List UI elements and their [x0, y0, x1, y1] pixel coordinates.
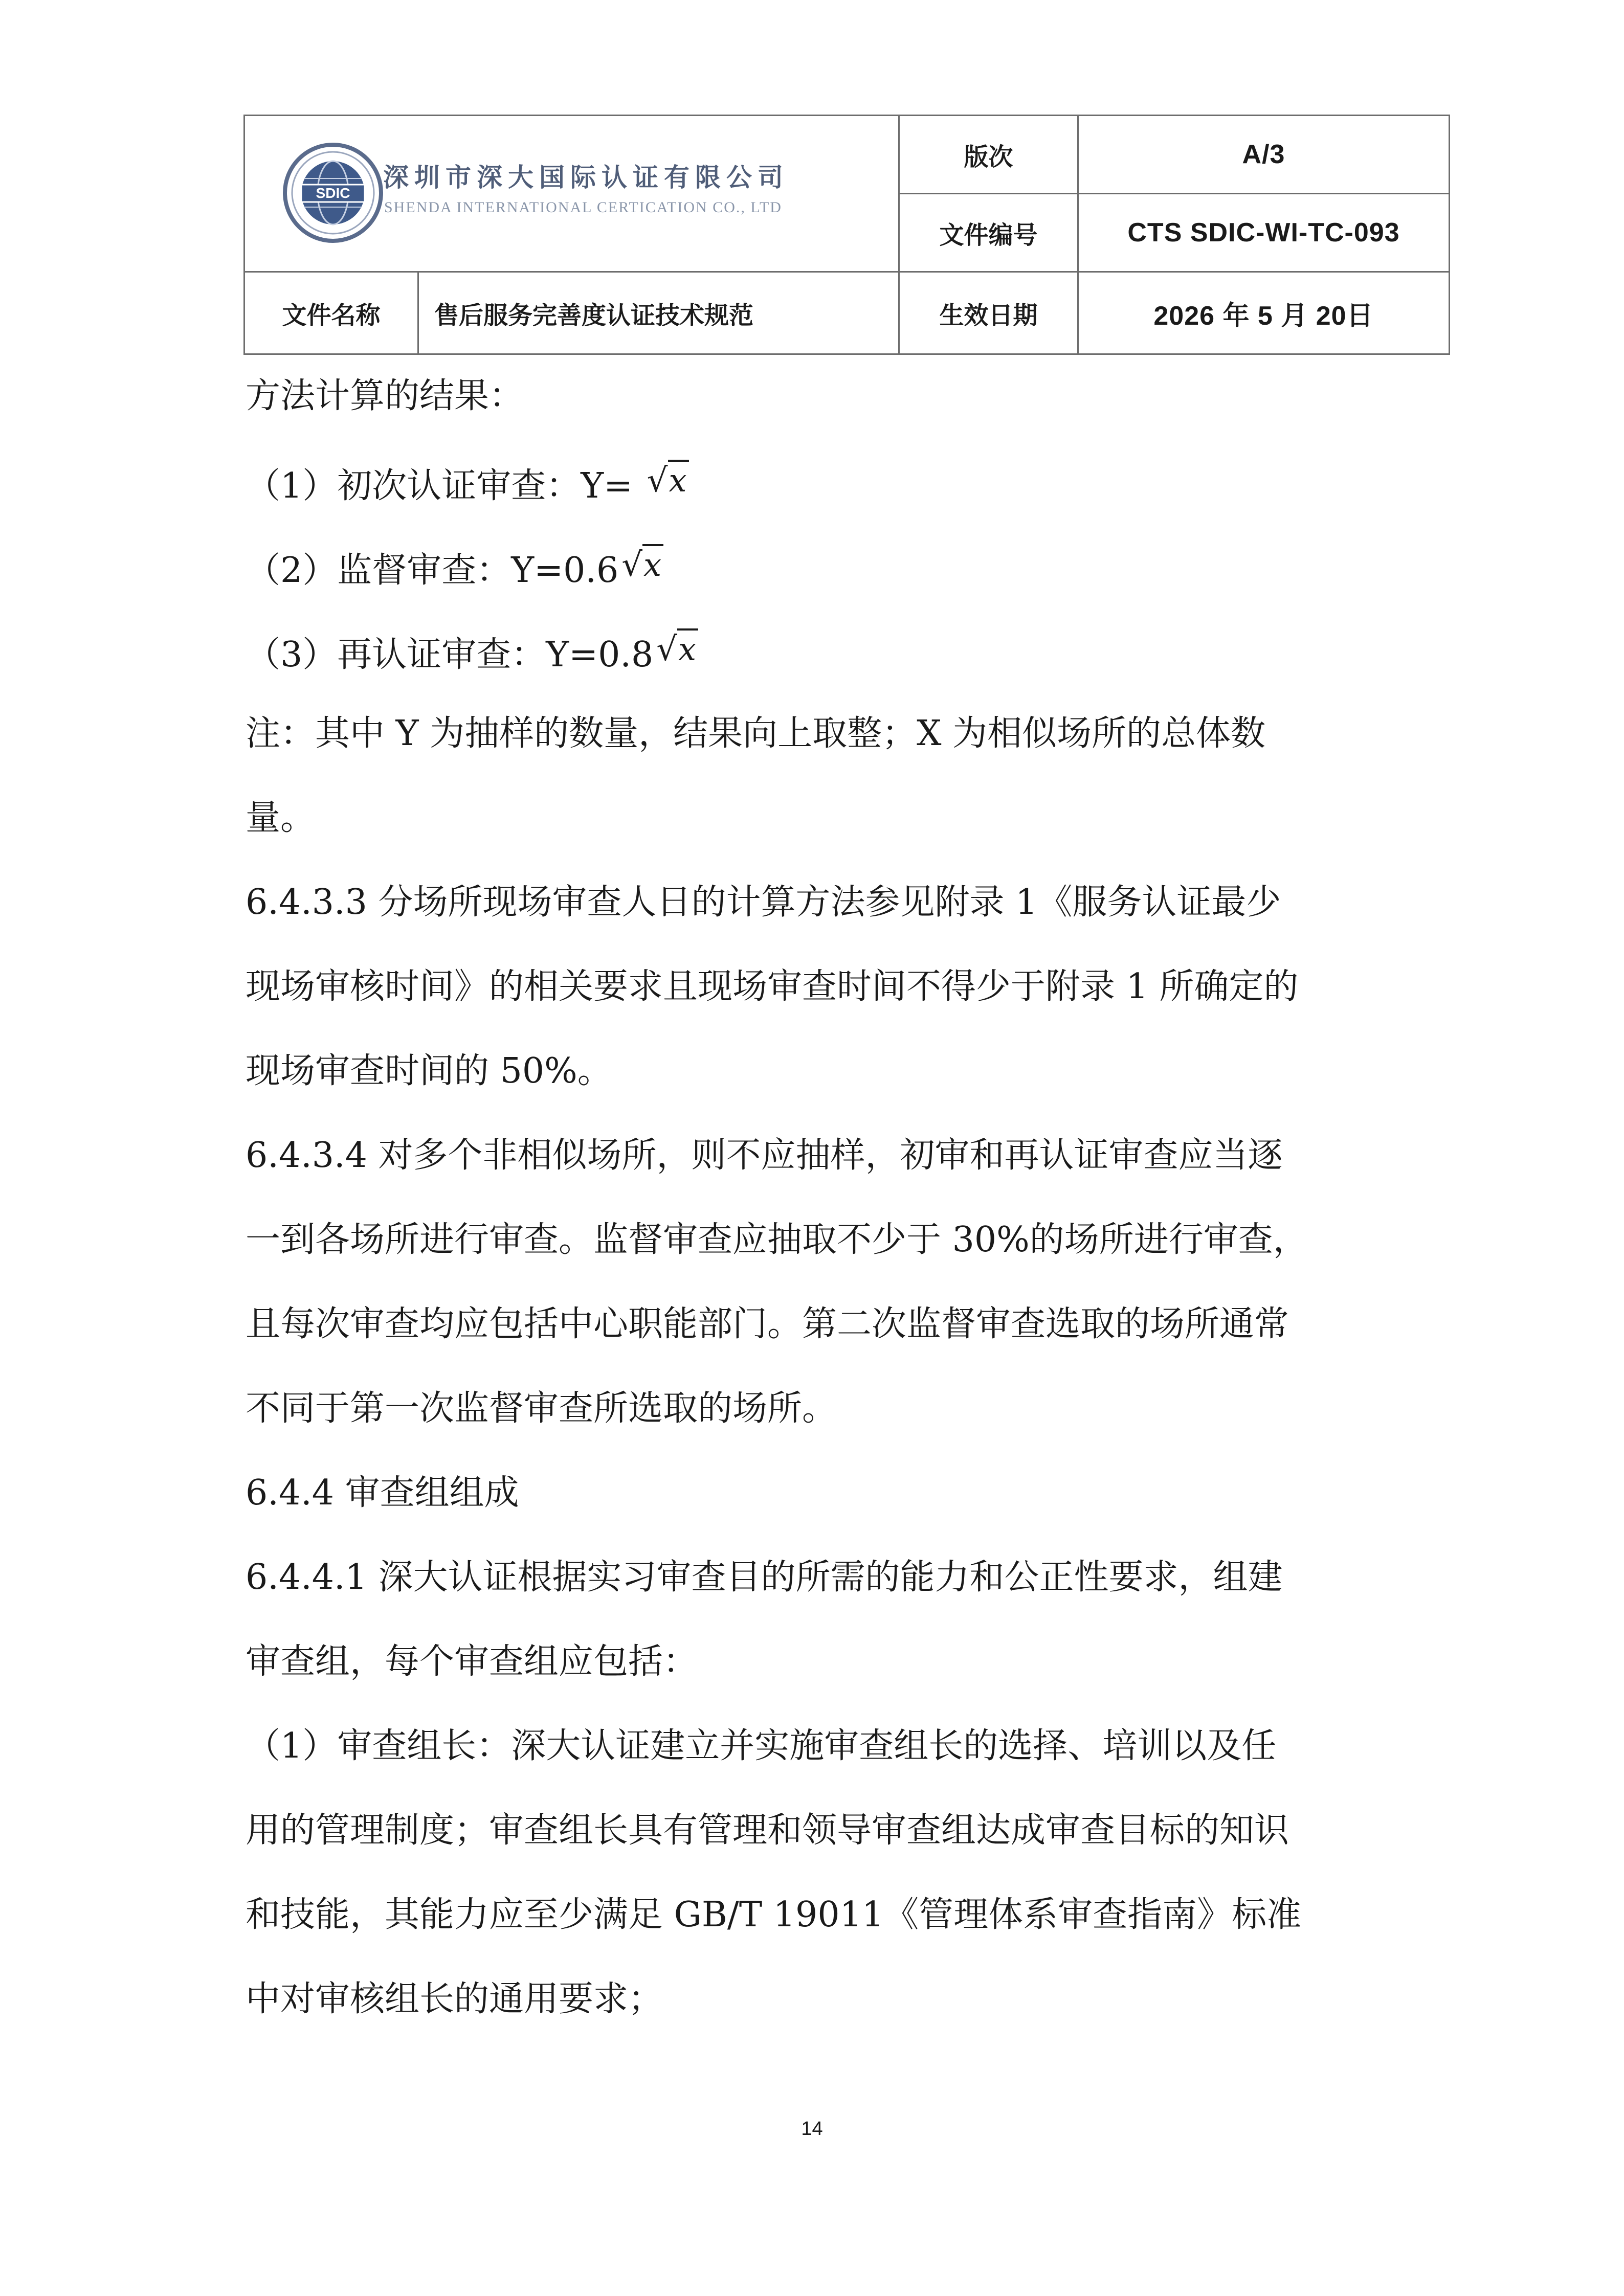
formula-recertification	[246, 607, 1391, 691]
paragraph-line: 且每次审查均应包括中心职能部门。第二次监督审查选取的场所通常	[246, 1304, 1289, 1344]
radicand: x	[668, 460, 689, 499]
effective-date-value: 2026 年 5 月 20日	[1078, 272, 1450, 354]
doc-no-value: CTS SDIC-WI-TC-093	[1078, 194, 1450, 272]
company-logo	[245, 116, 898, 271]
sdic-seal-icon	[282, 142, 384, 244]
logo-text: SDIC	[316, 185, 350, 201]
formula-initial-cert	[246, 438, 1391, 523]
radicand: x	[642, 544, 663, 583]
paragraph-line: 现场审查时间的 50%。	[246, 1051, 612, 1091]
paragraph-line: 现场审核时间》的相关要求且现场审查时间不得少于附录 1 所确定的	[246, 966, 1299, 1007]
sqrt-icon: √	[621, 546, 643, 584]
doc-name-value: 售后服务完善度认证技术规范	[418, 272, 899, 354]
document-header-table	[243, 115, 1450, 355]
radicand: x	[677, 628, 698, 668]
doc-no-label: 文件编号	[899, 194, 1078, 272]
formula-label: （1）初次认证审查：Y=	[246, 466, 644, 506]
paragraph-line: 中对审核组长的通用要求；	[246, 1979, 663, 2019]
sqrt-x-formula	[656, 607, 698, 692]
page-number: 14	[801, 2118, 823, 2140]
version-value: A/3	[1078, 116, 1450, 194]
version-label: 版次	[899, 116, 1078, 194]
formula-label: （2）监督审查：Y=0.6	[246, 550, 619, 591]
sqrt-x-formula	[621, 523, 663, 607]
company-name-cn: 深圳市深大国际认证有限公司	[383, 163, 789, 192]
paragraph-line: 6.4.4.1 深大认证根据实习审查目的所需的能力和公正性要求，组建	[246, 1557, 1283, 1597]
paragraph-line: 6.4.3.3 分场所现场审查人日的计算方法参见附录 1《服务认证最少	[246, 882, 1281, 922]
company-logo-cell	[244, 116, 899, 272]
paragraph-line: 注：其中 Y 为抽样的数量，结果向上取整；X 为相似场所的总体数	[246, 713, 1266, 754]
paragraph-line: 用的管理制度；审查组长具有管理和领导审查组达成审查目标的知识	[246, 1810, 1289, 1851]
paragraph-line: 6.4.3.4 对多个非相似场所，则不应抽样，初审和再认证审查应当逐	[246, 1135, 1283, 1176]
paragraph-line: 不同于第一次监督审查所选取的场所。	[246, 1388, 837, 1429]
paragraph-line: 和技能，其能力应至少满足 GB/T 19011《管理体系审查指南》标准	[246, 1895, 1302, 1935]
paragraph-line: （1）审查组长：深大认证建立并实施审查组长的选择、培训以及任	[246, 1726, 1277, 1766]
paragraph-line: 一到各场所进行审查。监督审查应抽取不少于 30%的场所进行审查，	[246, 1220, 1308, 1260]
doc-name-label: 文件名称	[244, 272, 418, 354]
paragraph-line: 方法计算的结果：	[246, 376, 524, 416]
paragraph-line: 量。	[246, 798, 316, 838]
formula-surveillance	[246, 523, 1391, 607]
section-heading: 6.4.4 审查组组成	[246, 1473, 519, 1513]
sqrt-icon: √	[656, 631, 678, 668]
formula-label: （3）再认证审查：Y=0.8	[246, 635, 654, 675]
paragraph-line: 审查组，每个审查组应包括：	[246, 1641, 698, 1682]
company-name-en: SHENDA INTERNATIONAL CERTICATION CO., LTD	[384, 199, 782, 216]
effective-date-label: 生效日期	[899, 272, 1078, 354]
document-body	[246, 354, 1391, 2041]
sqrt-icon: √	[647, 462, 668, 500]
sqrt-x-formula	[647, 438, 689, 523]
